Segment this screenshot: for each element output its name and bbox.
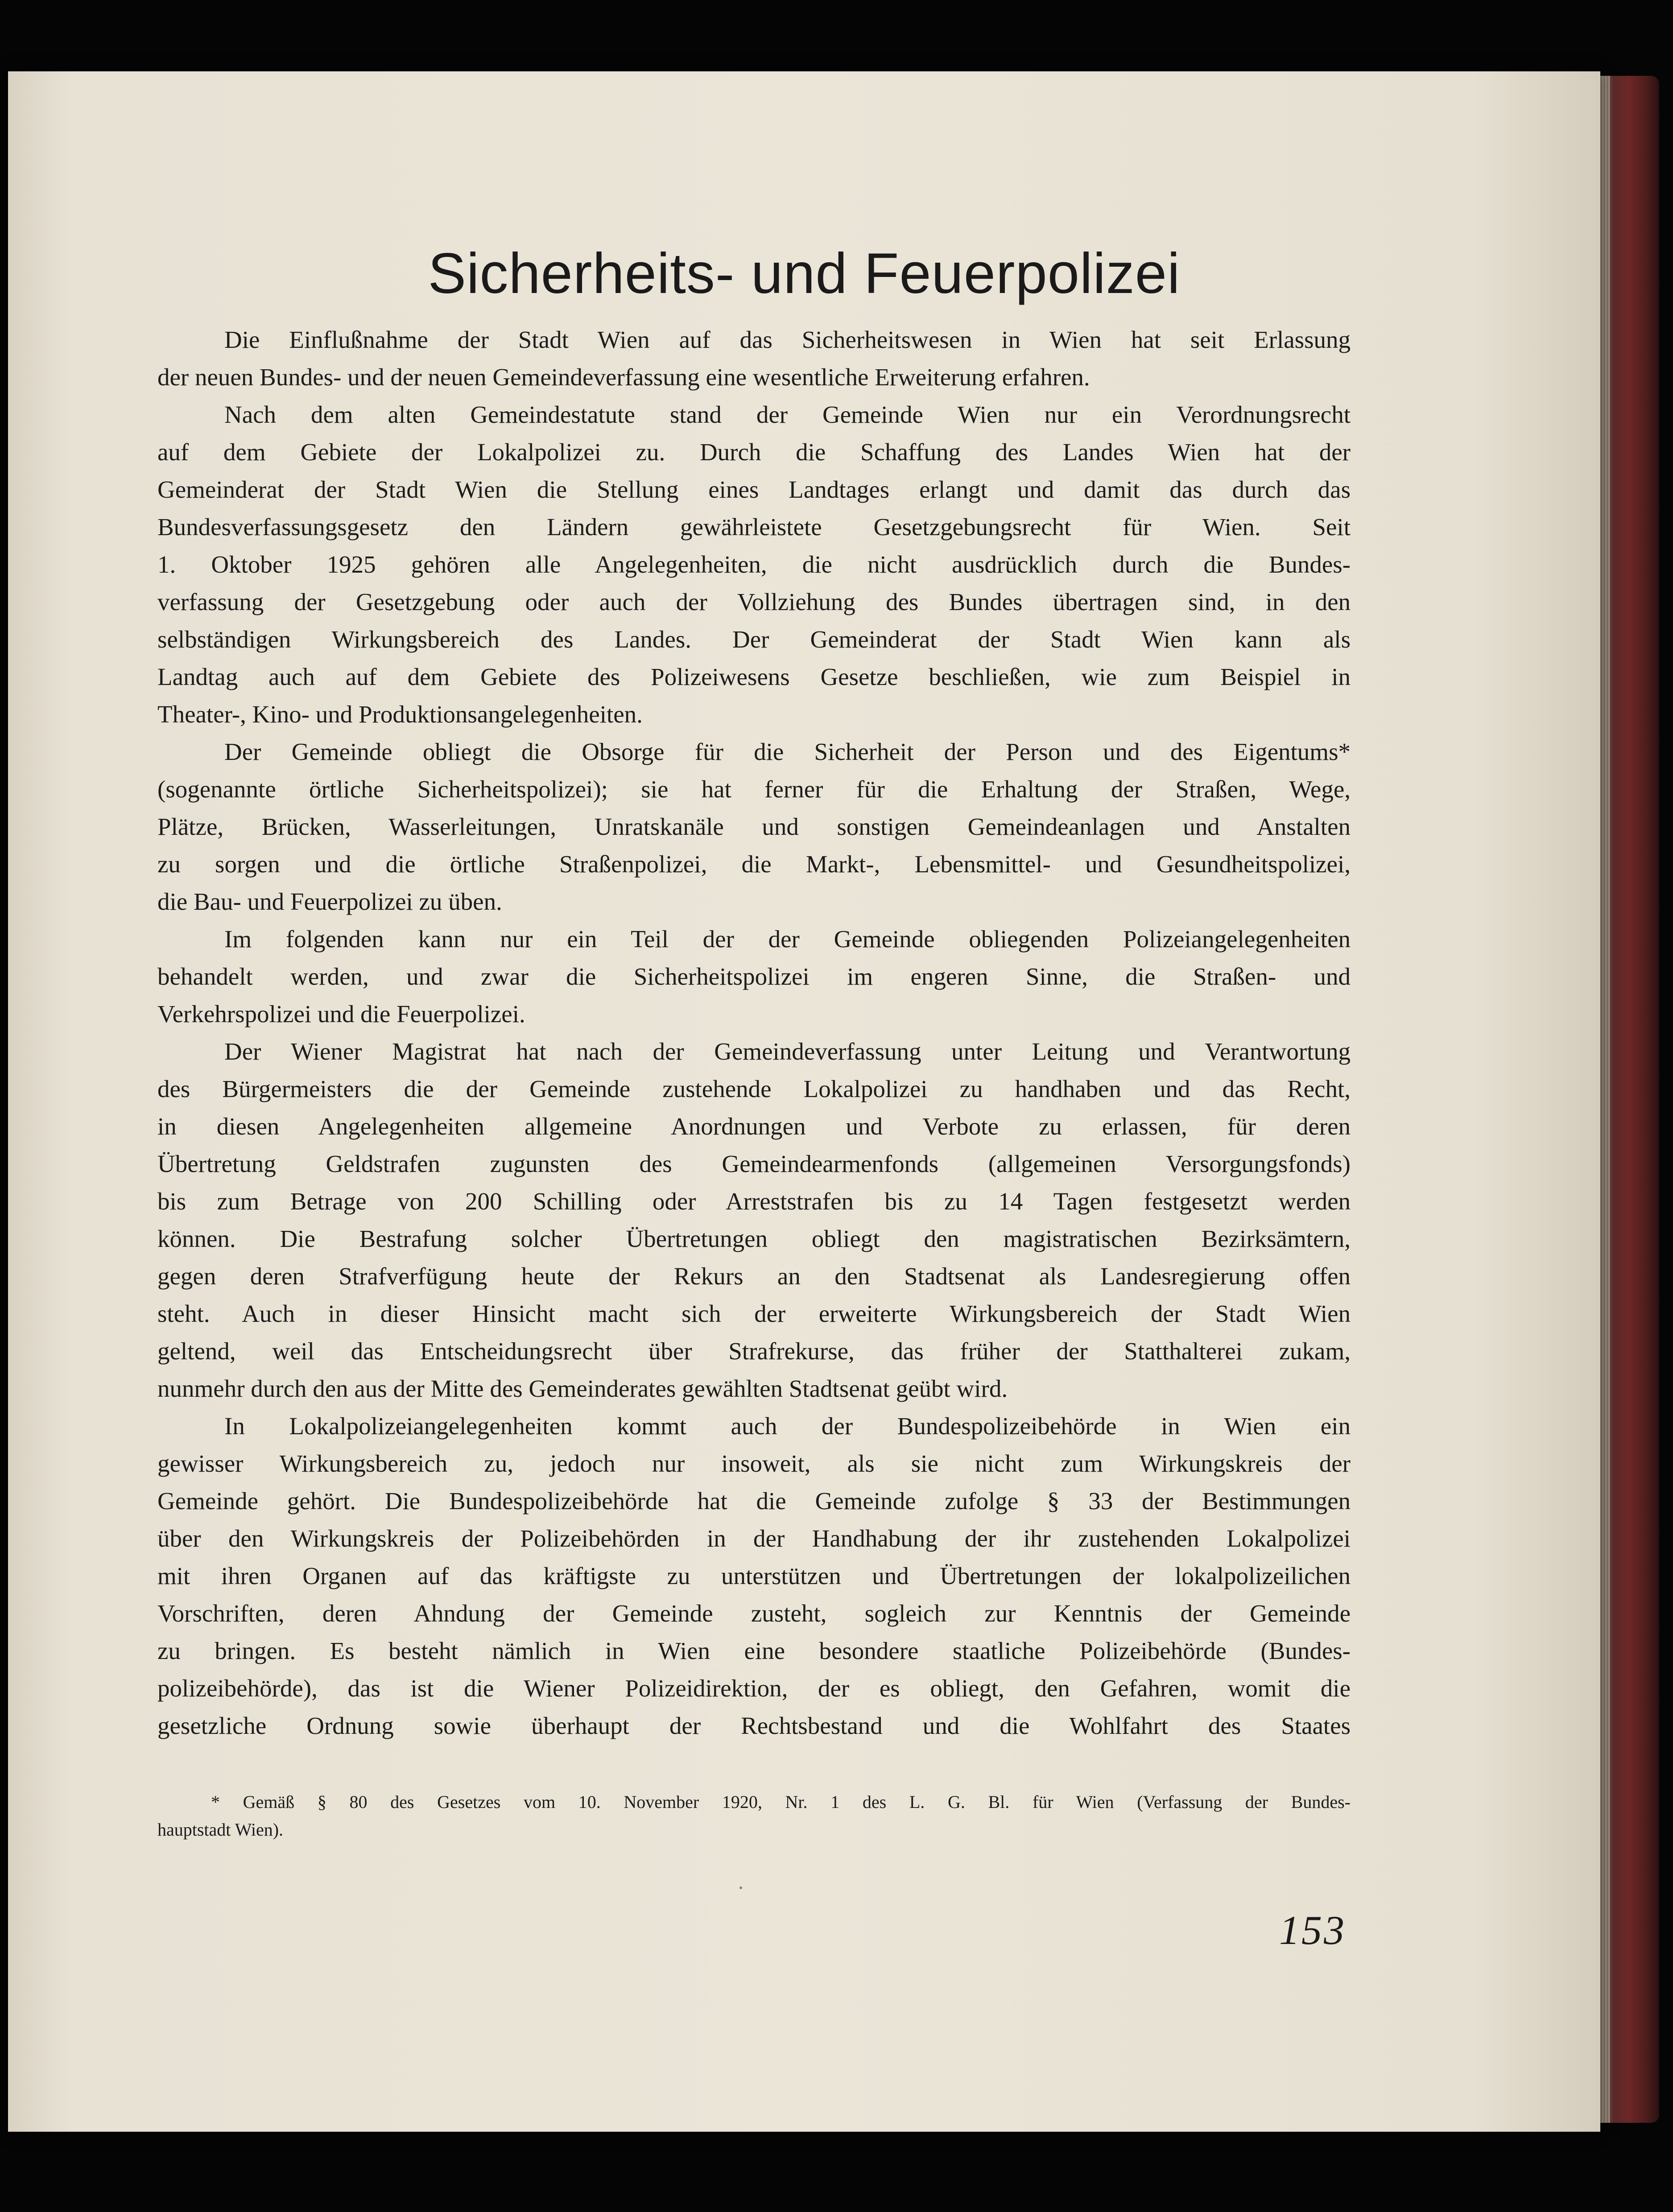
text-line: Bundesverfassungsgesetz den Ländern gewährleistete Gesetzgebungsrecht für Wien. Seit xyxy=(157,513,1351,541)
book-page xyxy=(8,71,1600,2132)
text-line: auf dem Gebiete der Lokalpolizei zu. Durch die Schaffung des Landes Wien hat der xyxy=(157,438,1351,466)
text-line: Im folgenden kann nur ein Teil der der Gemeinde obliegenden Polizeiangelegenheiten xyxy=(224,925,1351,953)
text-line: die Bau- und Feuerpolizei zu üben. xyxy=(157,888,502,915)
page-number: 153 xyxy=(1279,1907,1346,1953)
page-title: Sicherheits- und Feuerpolizei xyxy=(428,242,1181,305)
text-line: über den Wirkungskreis der Polizeibehörden in der Handhabung der ihr zustehenden Lokalpolizei xyxy=(157,1525,1351,1552)
text-line: Der Gemeinde obliegt die Obsorge für die Sicherheit der Person und des Eigentums* xyxy=(224,738,1351,765)
text-line: polizeibehörde), das ist die Wiener Polizeidirektion, der es obliegt, den Gefahren, womit die xyxy=(157,1675,1351,1702)
text-line: Theater-, Kino- und Produktionsangelegenheiten. xyxy=(157,701,643,728)
text-line: selbständigen Wirkungsbereich des Landes. Der Gemeinderat der Stadt Wien kann als xyxy=(157,626,1351,653)
text-line: Übertretung Geldstrafen zugunsten des Gemeindearmenfonds (allgemeinen Versorgungsfonds) xyxy=(157,1150,1351,1177)
text-line: In Lokalpolizeiangelegenheiten kommt auch der Bundespolizeibehörde in Wien ein xyxy=(224,1412,1351,1440)
text-line: 1. Oktober 1925 gehören alle Angelegenheiten, die nicht ausdrücklich durch die Bundes- xyxy=(157,551,1351,578)
text-line: nunmehr durch den aus der Mitte des Gemeinderates gewählten Stadtsenat geübt wird. xyxy=(157,1375,1008,1402)
text-line: in diesen Angelegenheiten allgemeine Anordnungen und Verbote zu erlassen, für deren xyxy=(157,1113,1351,1140)
text-line: können. Die Bestrafung solcher Übertretungen obliegt den magistratischen Bezirksämtern, xyxy=(157,1225,1351,1252)
text-line: der neuen Bundes- und der neuen Gemeindeverfassung eine wesentliche Erweiterung erfahren. xyxy=(157,363,1090,391)
body-text xyxy=(157,321,1351,1745)
text-line: Gemeinde gehört. Die Bundespolizeibehörde hat die Gemeinde zufolge § 33 der Bestimmungen xyxy=(157,1487,1351,1515)
text-line: Landtag auch auf dem Gebiete des Polizeiwesens Gesetze beschließen, wie zum Beispiel in xyxy=(157,663,1351,690)
text-line: mit ihren Organen auf das kräftigste zu unterstützen und Übertretungen der lokalpolizeilichen xyxy=(157,1562,1351,1589)
text-line: zu sorgen und die örtliche Straßenpolizei, die Markt-, Lebensmittel- und Gesundheitspolizei, xyxy=(157,850,1351,878)
text-line: Der Wiener Magistrat hat nach der Gemeindeverfassung unter Leitung und Verantwortung xyxy=(224,1038,1351,1065)
text-line: gegen deren Strafverfügung heute der Rekurs an den Stadtsenat als Landesregierung offen xyxy=(157,1263,1351,1290)
text-line: Vorschriften, deren Ahndung der Gemeinde zusteht, sogleich zur Kenntnis der Gemeinde xyxy=(157,1600,1351,1627)
text-line: bis zum Betrage von 200 Schilling oder Arreststrafen bis zu 14 Tagen festgesetzt werden xyxy=(157,1188,1351,1215)
footnote-line: * Gemäß § 80 des Gesetzes vom 10. November 1920, Nr. 1 des L. G. Bl. für Wien (Verfassung der Bundes- xyxy=(211,1792,1351,1812)
text-line: geltend, weil das Entscheidungsrecht über Strafrekurse, das früher der Statthalterei zukam, xyxy=(157,1337,1351,1365)
text-line: steht. Auch in dieser Hinsicht macht sich der erweiterte Wirkungsbereich der Stadt Wien xyxy=(157,1300,1351,1327)
text-line: Die Einflußnahme der Stadt Wien auf das Sicherheitswesen in Wien hat seit Erlassung xyxy=(224,326,1351,353)
text-line: behandelt werden, und zwar die Sicherheitspolizei im engeren Sinne, die Straßen- und xyxy=(157,963,1351,990)
text-line: Plätze, Brücken, Wasserleitungen, Unratskanäle und sonstigen Gemeindeanlagen und Anstalten xyxy=(157,813,1351,840)
text-line: Gemeinderat der Stadt Wien die Stellung eines Landtages erlangt und damit das durch das xyxy=(157,476,1351,503)
paper-speck xyxy=(739,1886,742,1889)
text-line: Nach dem alten Gemeindestatute stand der Gemeinde Wien nur ein Verordnungsrecht xyxy=(224,401,1351,428)
text-line: verfassung der Gesetzgebung oder auch der Vollziehung des Bundes übertragen sind, in den xyxy=(157,588,1351,615)
text-line: gesetzliche Ordnung sowie überhaupt der Rechtsbestand und die Wohlfahrt des Staates xyxy=(157,1712,1351,1739)
footnote xyxy=(157,1788,1351,1844)
text-line: gewisser Wirkungsbereich zu, jedoch nur insoweit, als sie nicht zum Wirkungskreis der xyxy=(157,1450,1351,1477)
text-line: (sogenannte örtliche Sicherheitspolizei); sie hat ferner für die Erhaltung der Straßen, Wege, xyxy=(157,776,1351,803)
text-line: zu bringen. Es besteht nämlich in Wien eine besondere staatliche Polizeibehörde (Bundes- xyxy=(157,1637,1351,1664)
text-line: des Bürgermeisters die der Gemeinde zustehende Lokalpolizei zu handhaben und das Recht, xyxy=(157,1075,1351,1102)
footnote-line: hauptstadt Wien). xyxy=(157,1820,284,1840)
text-line: Verkehrspolizei und die Feuerpolizei. xyxy=(157,1000,525,1028)
